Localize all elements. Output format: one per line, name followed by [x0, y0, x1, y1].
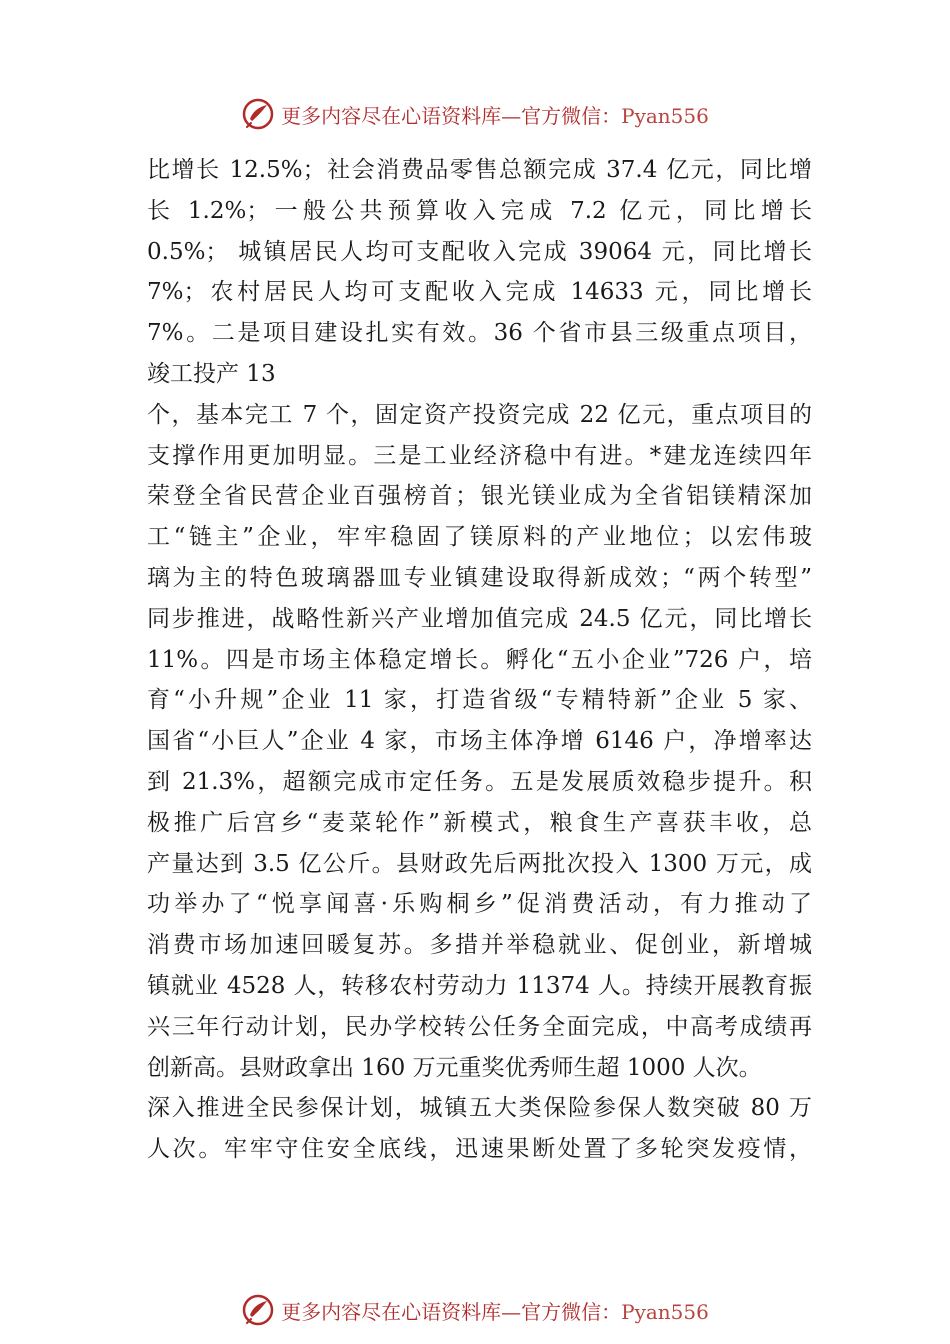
text-line: 极推广后宫乡“麦菜轮作”新模式，粮食生产喜获丰收，总 — [147, 809, 812, 836]
text-line: 产量达到 3.5 亿公斤。县财政先后两批次投入 1300 万元，成 — [147, 850, 812, 877]
text-line: 兴三年行动计划，民办学校转公任务全面完成，中高考成绩再 — [147, 1013, 812, 1040]
text-line: 消费市场加速回暖复苏。多措并举稳就业、促创业，新增城 — [147, 932, 812, 959]
text-line: 比增长 12.5%；社会消费品零售总额完成 37.4 亿元，同比增 — [147, 157, 812, 183]
text-line: 深入推进全民参保计划，城镇五大类保险参保人数突破 80 万 — [147, 1095, 812, 1122]
brand-logo-icon — [241, 1293, 275, 1327]
text-line: 11%。四是市场主体稳定增长。孵化“五小企业”726 户，培 — [147, 646, 812, 673]
footer-banner-text: 更多内容尽在心语资料库—官方微信：Pyan556 — [281, 1299, 709, 1324]
text-line: 到 21.3%，超额完成市定任务。五是发展质效稳步提升。积 — [147, 768, 812, 795]
text-line: 同步推进，战略性新兴产业增加值完成 24.5 亿元，同比增长 — [147, 605, 812, 632]
text-line: 璃为主的特色玻璃器皿专业镇建设取得新成效；“两个转型” — [147, 564, 812, 591]
text-line: 工“链主”企业，牢牢稳固了镁原料的产业地位；以宏伟玻 — [147, 524, 812, 551]
text-line: 荣登全省民营企业百强榜首；银光镁业成为全省铝镁精深加 — [147, 483, 812, 510]
document-body — [147, 150, 812, 1170]
header-banner-text: 更多内容尽在心语资料库—官方微信：Pyan556 — [281, 103, 709, 128]
footer-banner — [0, 1290, 950, 1330]
footer-wechat-id: Pyan556 — [621, 1299, 709, 1324]
header-banner — [0, 94, 950, 134]
header-wechat-id: Pyan556 — [621, 103, 709, 128]
text-line: 功举办了“悦享闻喜·乐购桐乡”促消费活动，有力推动了 — [147, 891, 812, 918]
text-line: 镇就业 4528 人，转移农村劳动力 11374 人。持续开展教育振 — [147, 972, 812, 999]
text-line: 7%。二是项目建设扎实有效。36 个省市县三级重点项目， — [147, 320, 812, 347]
text-line: 创新高。县财政拿出 160 万元重奖优秀师生超 1000 人次。 — [147, 1054, 762, 1081]
text-line: 个，基本完工 7 个，固定资产投资完成 22 亿元，重点项目的 — [147, 401, 812, 428]
text-line: 国省“小巨人”企业 4 家，市场主体净增 6146 户，净增率达 — [147, 728, 812, 755]
text-line: 7%；农村居民人均可支配收入完成 14633 元，同比增长 — [147, 279, 812, 306]
text-line: 0.5%； 城镇居民人均可支配收入完成 39064 元，同比增长 — [147, 238, 812, 265]
text-line: 长 1.2%；一般公共预算收入完成 7.2 亿元，同比增长 — [147, 197, 812, 224]
text-line: 人次。牢牢守住安全底线，迅速果断处置了多轮突发疫情， — [147, 1136, 812, 1163]
text-line: 育“小升规”企业 11 家，打造省级“专精特新”企业 5 家、 — [147, 687, 812, 714]
text-line: 支撑作用更加明显。三是工业经济稳中有进。*建龙连续四年 — [147, 442, 812, 469]
brand-logo-icon — [241, 97, 275, 131]
text-line: 竣工投产 13 — [147, 360, 276, 387]
